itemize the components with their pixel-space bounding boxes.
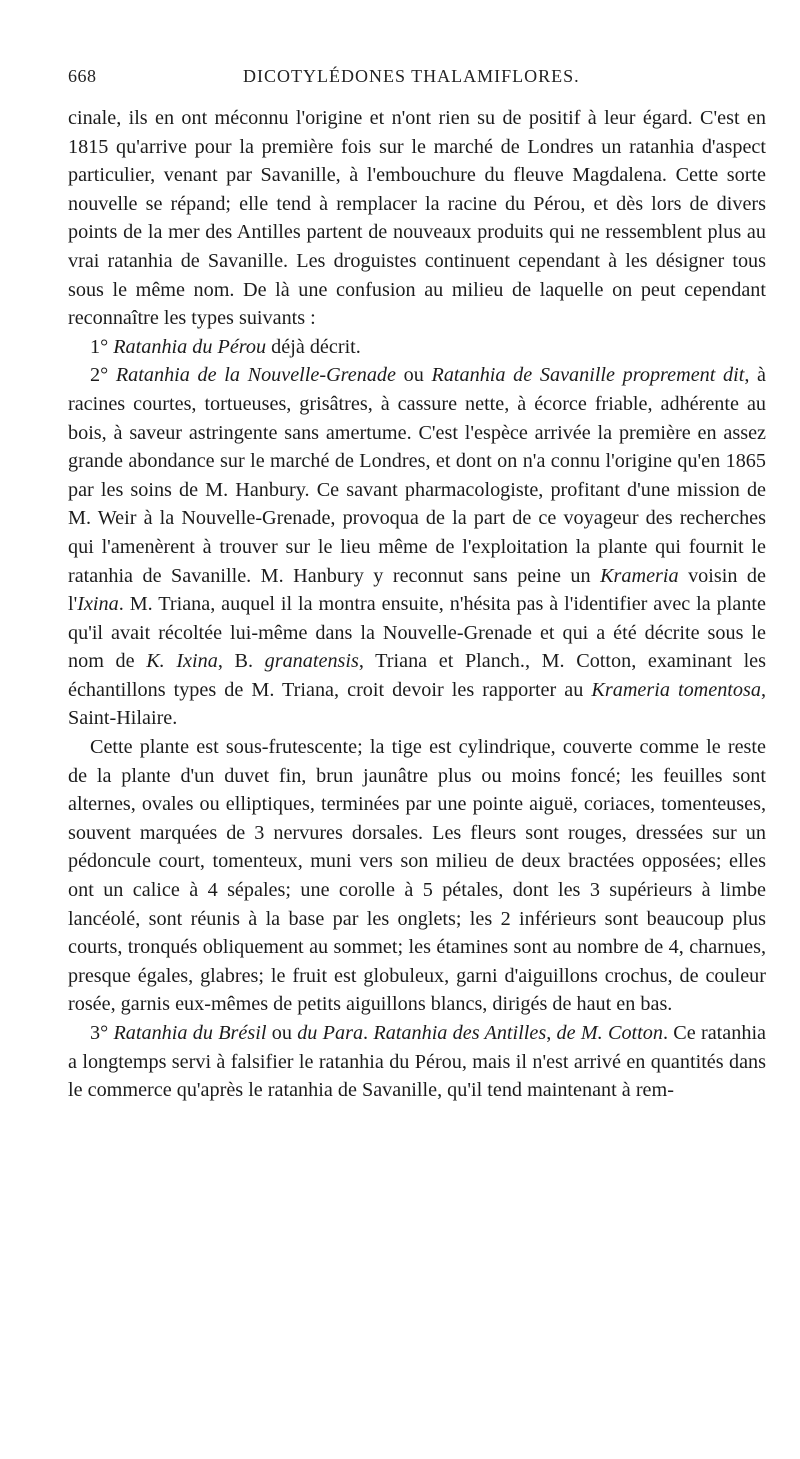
body-text [68, 104, 766, 1105]
page-number: 668 [68, 66, 97, 86]
text-run: , à racines courtes, tortueuses, grisâtres, à cassure nette, à écorce friable, adhérente au bois, à saveur astringente sans amertume. C'est l'espèce arrivée la première en assez grande abondance sur le marché de Londres, et dont on n'a connu l'origine qu'en 1865 par les soins de M. Hanbury. Ce savant pharmacologiste, profitant d'une mission de M. Weir à la Nouvelle-Grenade, provoqua de la part de ce voyageur des recherches qui l'amenèrent à trouver sur le lieu même de l'exploitation la plante qui fournit le ratanhia de Savanille. M. Hanbury y reconnut sans peine un [68, 364, 767, 587]
text-run: , Saint-Hilaire. [68, 678, 767, 730]
italic-term: Ratanhia de la Nouvelle-Grenade [115, 364, 396, 387]
text-run: ou [266, 1022, 298, 1044]
text-run: . Ce ratanhia a longtemps servi à falsifier le ratanhia du Pérou, mais il n'est arrivé en quantités dans le commerce qu'après le ratanhia de Savanille, qu'il tend maintenant à rem- [68, 1022, 767, 1102]
section-title: DICOTYLÉDONES THALAMIFLORES. [243, 66, 580, 86]
paragraph [68, 733, 766, 1019]
text-run: déjà décrit. [266, 335, 361, 358]
italic-term: Ixina [77, 593, 119, 616]
italic-term: Krameria [600, 564, 679, 587]
italic-term: granatensis [264, 650, 359, 673]
text-run: , [546, 1022, 557, 1044]
text-run: ou [395, 364, 432, 387]
text-run: cinale, ils en ont méconnu l'origine et n'ont rien su de positif à leur égard. C'est en 1815 qu'arrive pour la première fois sur le marché de Londres un ratanhia d'aspect particulier, venant par Savanille, à l'embouchure du fleuve Magdalena. Cette sorte nouvelle se répand; elle tend à remplacer la racine du Pérou, et dès lors de divers points de la mer des Antilles partent de nouveaux produits qui ne ressemblent plus au vrai ratanhia de Savanille. Les droguistes continuent cependant à les désigner tous sous le même nom. De là une confusion au milieu de laquelle on peut cependant reconnaître les types suivants : [68, 107, 766, 330]
italic-term: Ratanhia de Savanille proprement dit [431, 364, 745, 387]
paragraph [68, 333, 766, 362]
italic-term: du Para [297, 1022, 364, 1044]
italic-term: Ratanhia du Brésil [113, 1022, 267, 1044]
italic-term: Ratanhia des Antilles [373, 1022, 547, 1044]
text-run: , B. [217, 650, 265, 673]
text-run: . M. Triana, auquel il la montra ensuite, n'hésita pas à l'identifier avec la plante qu'il avait récoltée lui-même dans la Nouvelle-Grenade et qui a été décrite sous le nom de [68, 593, 766, 673]
paragraph [68, 361, 766, 733]
text-run: . [363, 1022, 374, 1044]
running-head [68, 66, 764, 92]
text-run: Cette plante est sous-frutescente; la tige est cylindrique, couverte comme le reste de la plante d'un duvet fin, brun jaunâtre plus ou moins foncé; les feuilles sont alternes, ovales ou elliptiques, terminées par une pointe aiguë, coriaces, tomenteuses, souvent marquées de 3 nervures dorsales. Les fleurs sont rouges, dressées sur un pédoncule court, tomenteux, muni vers son milieu de deux bractées opposées; elles ont un calice à 4 sépales; une corolle à 5 pétales, dont les 3 supérieurs à limbe lancéolé, sont réunis à la base par les onglets; les 2 inférieurs sont beaucoup plus courts, tronqués obliquement au sommet; les étamines sont au nombre de 4, charnues, presque égales, glabres; le fruit est globuleux, garni d'aiguillons crochus, de couleur rosée, garnis eux-mêmes de petits aiguillons blancs, dirigés de haut en bas. [68, 736, 766, 1016]
text-run: 2° [90, 364, 116, 387]
paragraph [68, 1019, 766, 1105]
text-run: 3° [90, 1022, 114, 1044]
italic-term: Ratanhia du Pérou [113, 335, 267, 358]
text-run: 1° [90, 335, 114, 358]
text-run: voisin de l' [68, 564, 766, 616]
paragraph [68, 104, 766, 333]
text-run: , Triana et Planch., M. Cotton, examinant les échantillons types de M. Triana, croit devoir les rapporter au [68, 650, 766, 701]
italic-term: K. Ixina [146, 650, 218, 673]
italic-term: Krameria tomentosa [591, 678, 761, 701]
italic-term: de M. Cotton [556, 1022, 663, 1044]
